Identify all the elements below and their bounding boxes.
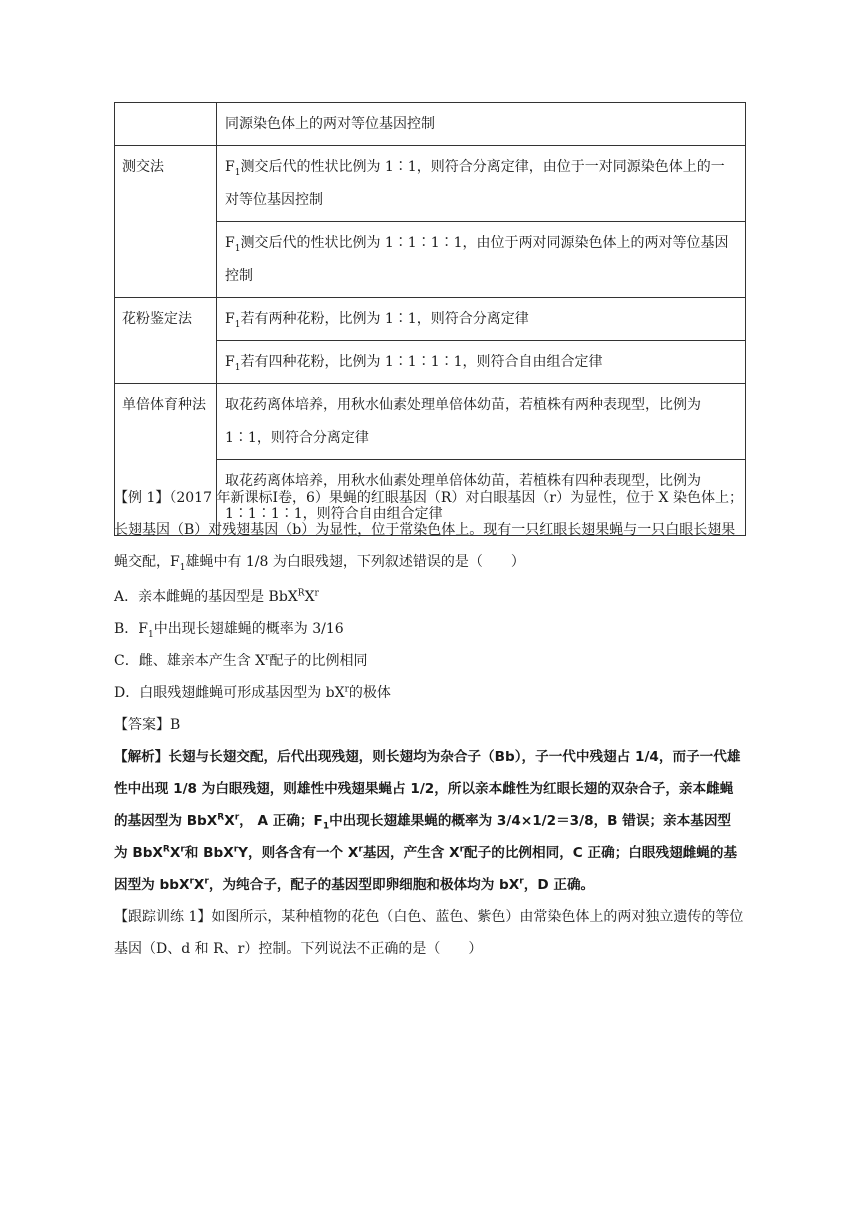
- method-cell: 测交法: [115, 146, 217, 298]
- description-cell: $F_1$若有两种花粉，比例为 1∶1，则符合分离定律: [217, 298, 746, 341]
- example-question: [114, 482, 744, 965]
- inheritance-methods-table: [114, 102, 746, 536]
- table-row: [115, 384, 746, 460]
- option-c: C．雌、雄亲本产生含 $X^r$配子的比例相同: [114, 652, 368, 669]
- table-row: [115, 146, 746, 222]
- description-cell: $F_1$若有四种花粉，比例为 1∶1∶1∶1，则符合自由组合定律: [217, 341, 746, 384]
- question-stem: 【例 1】（2017 年新课标Ⅰ卷，6）果蝇的红眼基因（R）对白眼基因（r）为显性，位于 X 染色体上；长翅基因（B）对残翅基因（b）为显性，位于常染色体上。现有一只红眼长翅果蝇与一只白眼长翅果蝇交配，$F_1$雄蝇中有 1/8 为白眼残翅，下列叙述错误的是（ ）: [114, 490, 743, 573]
- description-cell: 同源染色体上的两对等位基因控制: [217, 103, 746, 146]
- description-cell: $F_1$测交后代的性状比例为 1∶1，则符合分离定律，由位于一对同源染色体上的一对等位基因控制: [217, 146, 746, 222]
- follow-up-question: 【跟踪训练 1】如图所示，某种植物的花色（白色、蓝色、紫色）由常染色体上的两对独立遗传的等位基因（D、d 和 R、r）控制。下列说法不正确的是（ ）: [114, 909, 744, 957]
- option-b: B．$F_1$中出现长翅雄蝇的概率为 3/16: [114, 621, 344, 640]
- analysis-paragraph: 【解析】长翅与长翅交配，后代出现残翅，则长翅均为杂合子（Bb），子一代中残翅占 1/4，而子一代雄性中出现 1/8 为白眼残翅，则雄性中残翅果蝇占 1/2，所以亲本雌性为红眼长翅的双杂合子，亲本雌蝇的基因型为 $BbX^RX^r$， A 正确；$F_1$中出现长翅雄果蝇的概率为 3/4×1/2＝3/8，B 错误；亲本基因型为 $BbX^RX^r$和 BbX$^r$Y，则各含有一个 $X^r$基因，产生含 $X^r$配子的比例相同，C 正确；白眼残翅雌蝇的基因型为 $bbX^rX^r$，为纯合子，配子的基因型即卵细胞和极体均为 $bX^r$，D 正确。: [114, 749, 741, 893]
- method-cell: [115, 103, 217, 146]
- table-row: [115, 298, 746, 341]
- description-cell: 取花药离体培养，用秋水仙素处理单倍体幼苗，若植株有两种表现型，比例为 1∶1，则符合分离定律: [217, 384, 746, 460]
- answer-line: 【答案】B: [114, 717, 181, 733]
- table-row: [115, 103, 746, 146]
- description-cell: $F_1$测交后代的性状比例为 1∶1∶1∶1，由位于两对同源染色体上的两对等位基因控制: [217, 222, 746, 298]
- method-cell: 花粉鉴定法: [115, 298, 217, 384]
- description-cell: 取花药离体培养，用秋水仙素处理单倍体幼苗，若植株有四种表现型，比例为 1∶1∶1∶1，则符合自由组合定律: [217, 460, 746, 536]
- method-cell: 单倍体育种法: [115, 384, 217, 536]
- option-a: A．亲本雌蝇的基因型是 $BbX^RX^r$: [114, 588, 319, 605]
- option-d: D．白眼残翅雌蝇可形成基因型为 $bX^r$的极体: [114, 684, 391, 701]
